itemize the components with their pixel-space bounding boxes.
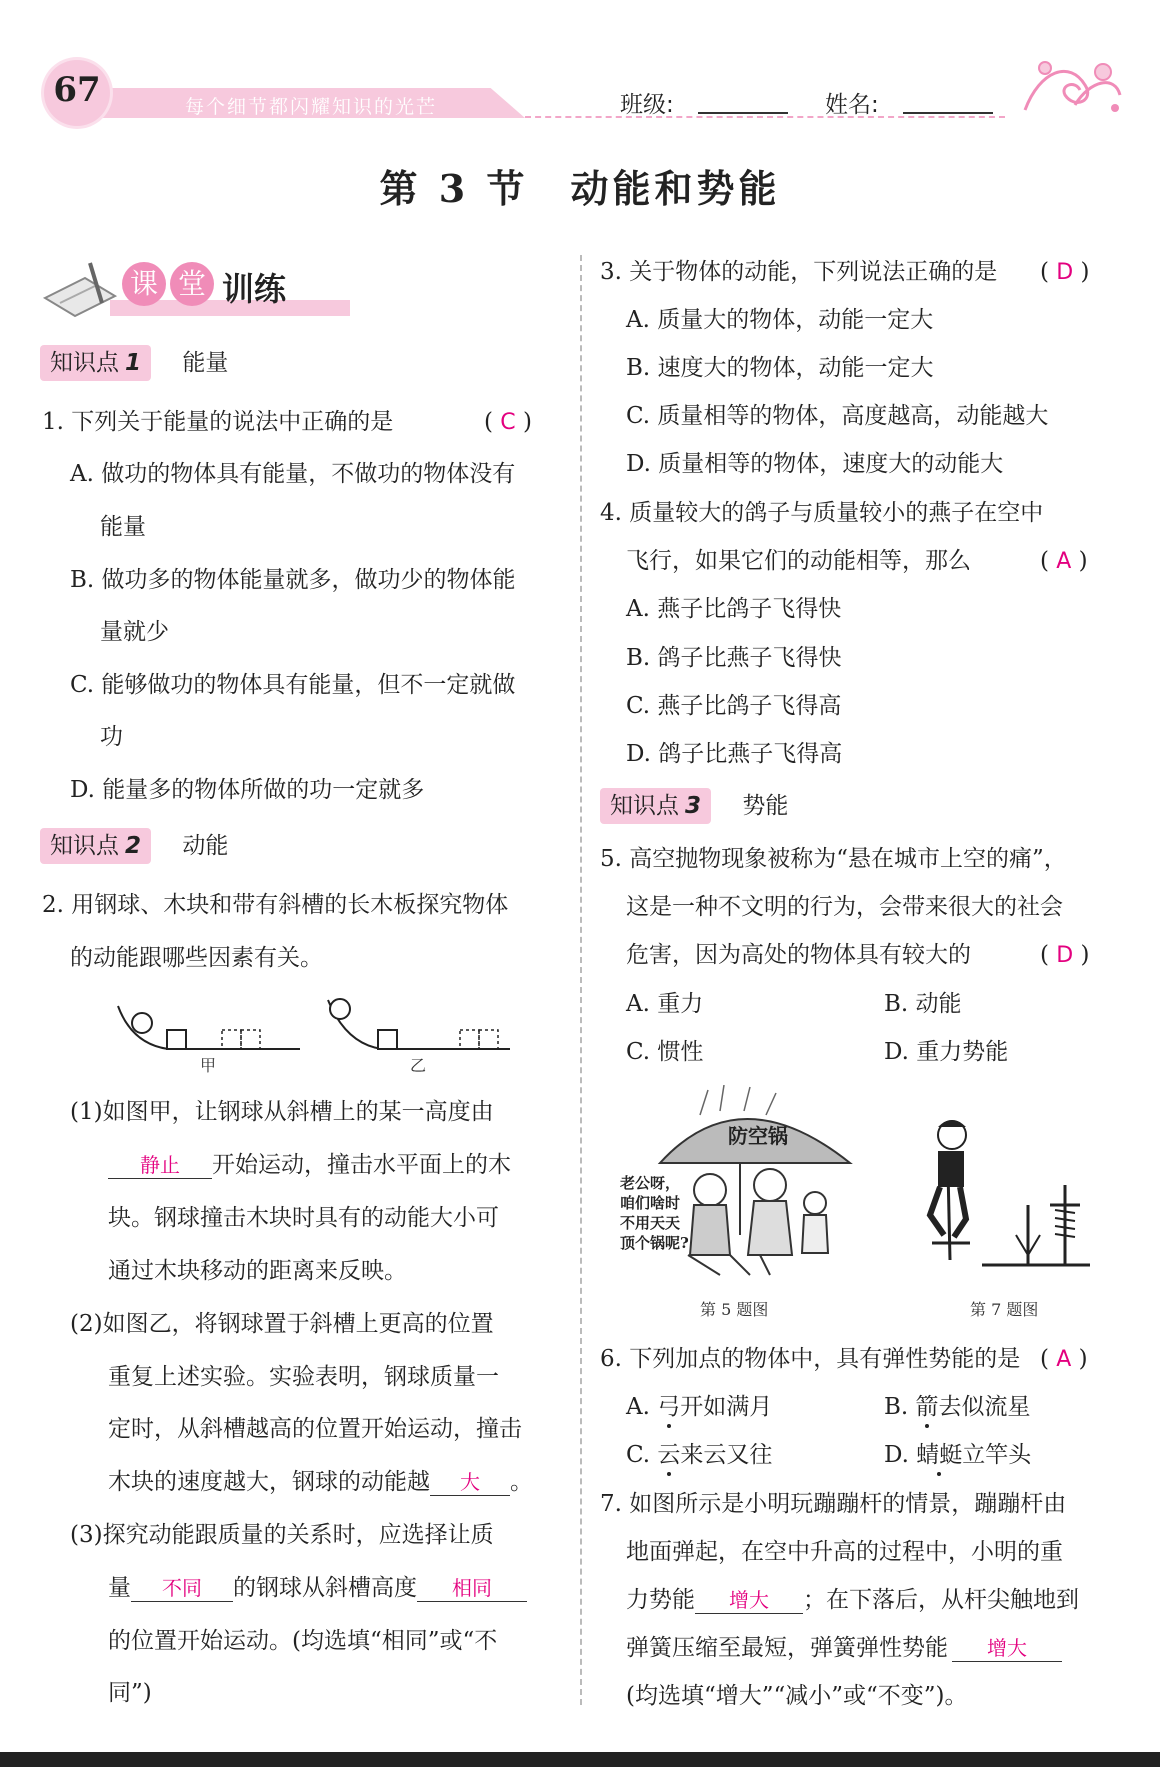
q6-option-b: B. 箭去似流星	[884, 1394, 1031, 1420]
q5-option-b: B. 动能	[884, 991, 962, 1017]
header-dashed-line	[525, 116, 1005, 118]
q3-option-b: B. 速度大的物体，动能一定大	[626, 355, 934, 381]
q3-option-c: C. 质量相等的物体，高度越高，动能越大	[626, 403, 1049, 429]
q4-stem-2: 飞行，如果它们的动能相等，那么	[626, 548, 971, 574]
q2-part3-d: 同”)	[108, 1680, 152, 1706]
knowledge-point-2: 知识点 2 动能	[40, 828, 228, 864]
q5-stem-3: 危害，因为高处的物体具有较大的	[626, 942, 971, 968]
q7-line-2: 地面弹起，在空中升高的过程中，小明的重	[626, 1539, 1063, 1565]
name-field[interactable]	[903, 112, 993, 114]
figure-7	[910, 1115, 1100, 1319]
kp1-title: 能量	[182, 350, 229, 376]
header-slogan: 每个细节都闪耀知识的光芒	[185, 96, 438, 118]
q6-answer: ( A )	[1040, 1346, 1088, 1372]
pogo-stick-illustration	[910, 1115, 1100, 1285]
q3-option-d: D. 质量相等的物体，速度大的动能大	[626, 451, 1004, 477]
q4-option-b: B. 鸽子比燕子飞得快	[626, 645, 842, 671]
q1-option-c-cont: 功	[100, 724, 123, 750]
q2-part2-c: 定时，从斜槽越高的位置开始运动，撞击	[108, 1416, 522, 1442]
umbrella-label: 防空锅	[728, 1124, 788, 1148]
q1-option-b-cont: 量就少	[100, 619, 169, 645]
q7-blank-elastic[interactable]: 增大	[952, 1635, 1062, 1662]
q3-stem: 3. 关于物体的动能，下列说法正确的是	[600, 259, 998, 285]
q2-part1-b: 静止 开始运动，撞击水平面上的木	[108, 1151, 511, 1179]
q5-stem-1: 5. 高空抛物现象被称为“悬在城市上空的痛”，	[600, 846, 1067, 872]
q5-option-d: D. 重力势能	[884, 1039, 1009, 1065]
q6-stem: 6. 下列加点的物体中，具有弹性势能的是	[600, 1346, 1021, 1372]
banner-char-2: 堂	[170, 262, 214, 306]
page-title: 第 3 节 动能和势能	[379, 166, 781, 211]
diagram-yi	[328, 999, 510, 1049]
column-divider	[580, 255, 582, 1705]
class-field[interactable]	[698, 112, 788, 114]
q7-line-5: (均选填“增大”“减小”或“不变”)。	[626, 1683, 968, 1709]
q2-part3-b: 量 不同 的钢球从斜槽高度 相同	[108, 1574, 527, 1602]
q3-answer: ( D )	[1040, 259, 1090, 285]
q6-option-a: A. 弓开如满月	[626, 1394, 773, 1420]
kp3-title: 势能	[742, 793, 789, 819]
figure-7-caption: 第 7 题图	[970, 1300, 1039, 1319]
q2-stem-1: 2. 用钢球、木块和带有斜槽的长木板探究物体	[42, 892, 509, 918]
kp2-title: 动能	[182, 833, 229, 859]
speech-bubble: 老公呀， 咱们啥时 不用天天 顶个锅呢?	[620, 1174, 689, 1252]
class-label: 班级:	[620, 92, 674, 118]
q1-stem: 1. 下列关于能量的说法中正确的是	[42, 409, 394, 435]
header	[0, 50, 1160, 130]
q6-option-c: C. 云来云又往	[626, 1442, 773, 1468]
q2-blank-different[interactable]: 不同	[131, 1575, 233, 1602]
q4-stem-1: 4. 质量较大的鸽子与质量较小的燕子在空中	[600, 500, 1044, 526]
banner-text: 训练	[222, 270, 287, 308]
q7-blank-gravity[interactable]: 增大	[695, 1587, 803, 1614]
q2-blank-static[interactable]: 静止	[108, 1152, 212, 1179]
q5-option-c: C. 惯性	[626, 1039, 704, 1065]
q4-option-a: A. 燕子比鸽子飞得快	[626, 596, 842, 622]
q4-option-d: D. 鸽子比燕子飞得高	[626, 741, 843, 767]
q1-option-a: A. 做功的物体具有能量，不做功的物体没有	[70, 461, 516, 487]
q3-option-a: A. 质量大的物体，动能一定大	[626, 307, 934, 333]
q2-stem-2: 的动能跟哪些因素有关。	[70, 945, 323, 971]
q7-line-3: 力势能 增大 ；在下落后，从杆尖触地到	[626, 1587, 1079, 1613]
incline-experiment-diagram	[110, 992, 520, 1074]
q6-option-d: D. 蜻蜓立竿头	[884, 1442, 1032, 1468]
knowledge-point-1: 知识点 1 能量	[40, 345, 228, 381]
q5-answer: ( D )	[1040, 942, 1090, 968]
q4-option-c: C. 燕子比鸽子飞得高	[626, 693, 842, 719]
q2-part1-a: (1)如图甲，让钢球从斜槽上的某一高度由	[70, 1099, 494, 1125]
q7-line-1: 7. 如图所示是小明玩蹦蹦杆的情景，蹦蹦杆由	[600, 1491, 1067, 1517]
knowledge-point-3: 知识点 3 势能	[600, 788, 788, 824]
figure-5-caption: 第 5 题图	[700, 1300, 769, 1319]
notebook-pen-icon	[40, 258, 120, 318]
section-banner	[40, 258, 320, 318]
q2-part2-d: 木块的速度越大，钢球的动能越 大 。	[108, 1469, 533, 1495]
diagram-label-jia: 甲	[200, 1056, 217, 1075]
q1-option-d: D. 能量多的物体所做的功一定就多	[70, 777, 425, 803]
q2-blank-larger[interactable]: 大	[430, 1469, 510, 1496]
diagram-label-yi: 乙	[410, 1056, 427, 1075]
q1-option-a-cont: 能量	[100, 514, 146, 540]
floral-ornament-icon	[1015, 50, 1125, 125]
q4-answer: ( A )	[1040, 548, 1088, 574]
q5-option-a: A. 重力	[626, 991, 704, 1017]
q5-stem-2: 这是一种不文明的行为，会带来很大的社会	[626, 894, 1063, 920]
q2-part3-a: (3)探究动能跟质量的关系时，应选择让质	[70, 1522, 494, 1548]
q7-line-4: 弹簧压缩至最短，弹簧弹性势能 增大	[626, 1634, 1062, 1662]
page-number: 67	[53, 70, 101, 110]
q1-answer: ( C )	[484, 409, 532, 435]
banner-char-1: 课	[122, 262, 166, 306]
q2-blank-same[interactable]: 相同	[417, 1575, 527, 1602]
figure-5	[620, 1085, 860, 1319]
q2-part2-a: (2)如图乙，将钢球置于斜槽上更高的位置	[70, 1311, 494, 1337]
name-label: 姓名:	[825, 92, 879, 118]
q1-option-b: B. 做功多的物体能量就多，做功少的物体能	[70, 567, 516, 593]
q2-part2-b: 重复上述实验。实验表明，钢球质量一	[108, 1364, 499, 1390]
q2-part1-d: 通过木块移动的距离来反映。	[108, 1258, 407, 1284]
q2-part1-c: 块。钢球撞击木块时具有的动能大小可	[108, 1205, 499, 1231]
diagram-jia	[118, 1006, 300, 1049]
q2-part3-c: 的位置开始运动。(均选填“相同”或“不	[108, 1628, 498, 1654]
q1-option-c: C. 能够做功的物体具有能量，但不一定就做	[70, 672, 516, 698]
bottom-bar	[0, 1752, 1160, 1767]
